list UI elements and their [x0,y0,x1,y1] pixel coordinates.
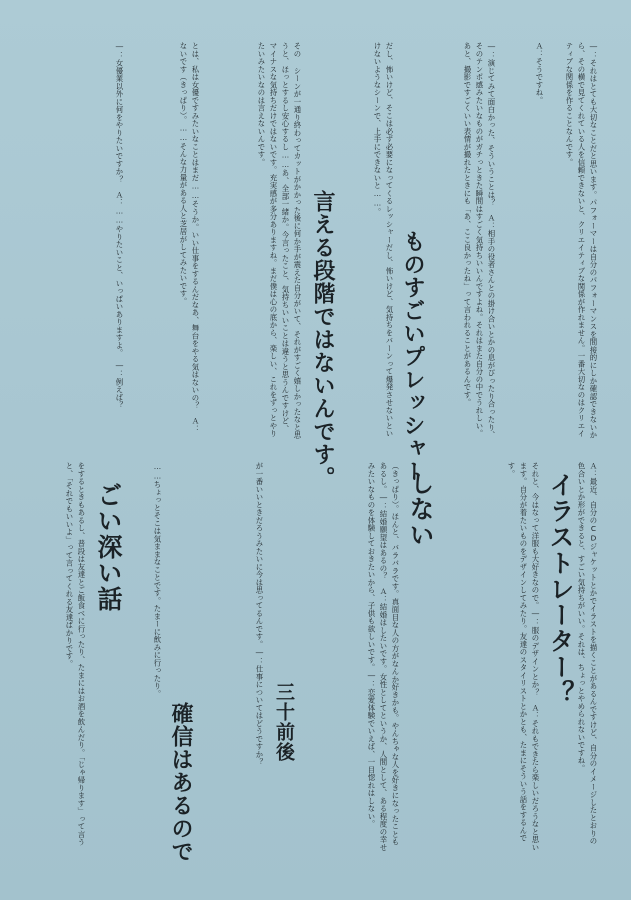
headline-deep-talk: ごい深い話 [94,482,123,612]
top-text-band [34,42,599,489]
headline-thirties: 三十前後 [273,682,295,762]
paragraph-bottom-6: をするときもあるし、普段は友達とご飯食べに行ったり、たまにはお酒を飲んだり。「じゃ帰ります」って言うと、「それでもいいよ」って言ってくれる友達ばかりです。 [65,462,86,846]
headline-illustrator: イラストレーター？ [546,472,575,706]
paragraph-bottom-3: （きっぱり）。ほんと、バラバラです。真面目な人の方がなんか好きかも。やんちゃな人を好きになったこともあるし。―：結婚願望はあるの？ Ａ：結婚はしたいです。女性としてというか、人間として、ある程度の幸せみたいなものを体験しておきたいから、子供も欲しいです。―：恋愛体験でいえば、一目惚れはしない。 [367,462,400,852]
paragraph-top-5: その シーンが一通り終わってカットがかかった後に何か手が震えた自分がいて、それがすごく嬉しかったなと思うと、ほっとするし安心するし……あ、全部一緒か。今言ったこと、気持ちいいことは違うと思うんですけど、マイナスな気持ちだけではないです。充実感が多分ありますね。まだ僕は心の底から、楽しい、これをずっとやりたいみたいなのは言えないんです。 [257,42,302,439]
paragraph-top-1: ―：それはとても大切なことだと思います。パフォーマーは自分のパフォーマンスを間接的にしか確認できないから、その横で見てくれている人を信頼できないと、クリエイティブな関係が作れません。一番大切なのはクリエイティブな関係を作ることなんです。 [565,42,598,439]
bottom-text-band [34,462,599,863]
paragraph-bottom-2: それと、今はなって洋服も大好きなので。―：服のデザインとか？ Ａ：それもできたら楽しいだろうなと思います。自分が着たいものをデザインしてみたり。友達のスタイリストとかとも、たまにそういう話をするんです。 [507,462,540,852]
headline-shinai: しない [406,470,435,548]
paragraph-top-4: だし、怖いけど、そこは必ず必要になってくるレッシャーだし、怖いけど、気持ちをバーンって爆発させないといけないようなシーンで、上手にできないと……。 [373,42,394,438]
headline-stage: 言える段階ではないんです。 [310,190,335,489]
paragraph-top-3: ―：演じてみて面白かった、そういうことは？ Ａ：相手の役者さんとの掛け合いとかの息がぴったり合ったり、そのテンポ感みたいなものがガチっときた瞬間はすごく気持ちいいんですよね。それはまた自分の中でうれしい。あと、撮影ですごくいい表情が撮れたときにも「あ、ここ良かったね」って言われることがあるんです。 [463,42,496,439]
paragraph-bottom-1: Ａ：最近、自分のCDジャケットとかでイラストを描くことがあるんですけど、自分のイメージしたとおりの色合いとか形ができると、すごい気持ちがいい。それは、ちょっとやめられないですね。 [577,462,598,845]
headline-pressure: ものすごいプレッシャー [400,230,425,483]
paragraph-bottom-4: が一番いいときだろうみたいに今は思ってるんです。―：仕事についてはどうですか？ [255,462,264,766]
paragraph-top-2: Ａ：そうですね。 [535,42,544,104]
paragraph-top-7: ―：女優業以外に何をやりたいですか？ Ａ：……やりたいこと、いっぱいありますよ。 ―：例えば？ [115,42,124,409]
paragraph-bottom-5: ……ちょっとそこは気ままなことです。たまーに飲みに行ったり。 [153,462,162,698]
headline-kakushin: 確信はあるので [168,702,193,863]
paragraph-top-6: とは、私は女優ですみたいなことはまだ……そうか。いい仕事をするんだなあ、舞台をやる気はないの？ Ａ：ないです（きっぱり）。……そんな力量がある人と芝居がしてみたいです。 [179,42,200,433]
